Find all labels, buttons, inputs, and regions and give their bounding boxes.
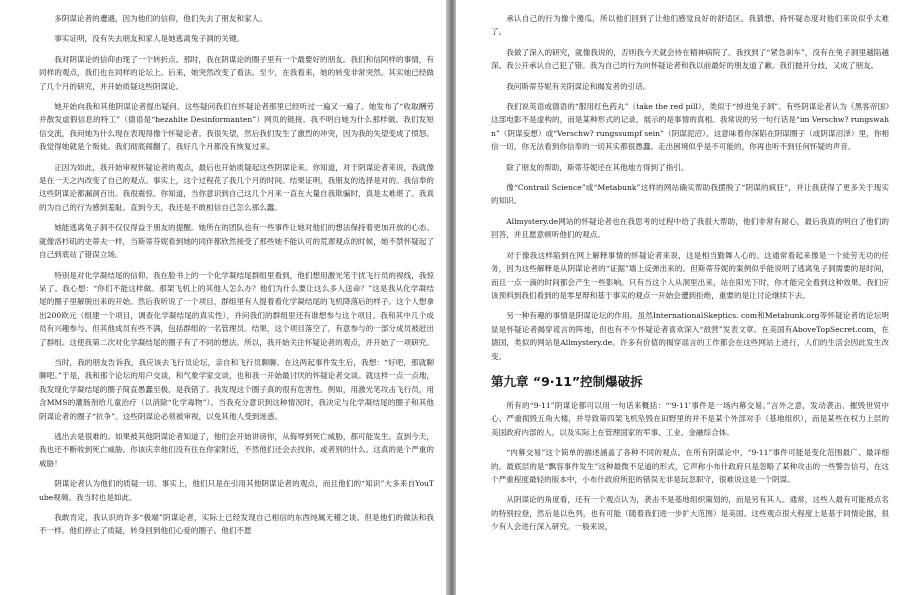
- paragraph: 正因为如此，我开始审视怀疑论者的观点，最后也开始质疑起这些阴谋论来。你知道，对于阴谋论者来说，我就像是在一天之内改变了自己的观点。事实上，这个过程花了我几个月的时间。结果证明，我朋友的选择是对的。我信奉的这些阴谋论都漏洞百出。我很震惊。你知道，当你意识到自己这几个月来一直在大量自我欺骗时，真是太难堪了。我真的为自己的行为感到羞耻。直到今天，我还是不敢相信自己怎么那么蠢。: [39, 162, 434, 212]
- paragraph: 承认自己的行为像个傻瓜，所以他们回到了让他们感觉良好的舒适区。我猜想，持怀疑态度对他们来说似乎太难了。: [491, 14, 889, 37]
- paragraph: “内幕交易”这个简单的描述涵盖了各种不同的观点。在所有阴谋论中，“9·11”事件可能是变化范围最广、最详细的。最底层的是“飘容事件发生”这种最微不足道的形式，它声称小布什政府只是忽略了某种攻击的一些警告信号，在这个严重程度最轻的版本中，小布什政府所犯的错误无非是玩忽职守，很难说这是一个阴谋。: [491, 448, 889, 484]
- paragraph: 她能逃离兔子洞不仅仅得益于朋友的提醒。她所在的团队也有一些事件让她对他们的想法保持着更加开放的心态。就像洛杉矶的史蒂夫一样，当斯蒂芬妮看到她的同伴都欣然接受了那些她不能认可的荒谬观点的时候，她不禁怀疑起了自己到底站了错误立场。: [39, 223, 434, 260]
- book-gutter: [446, 0, 456, 595]
- paragraph: 除了朋友的帮助，斯蒂芬妮还在其他地方得到了指引。: [506, 162, 689, 172]
- paragraph: 我做了深入的研究，就像我说的，否则我今天就会待在精神病院了。我找到了“紧急刹车”，没有在兔子洞里越陷越深。我公开承认自己犯了错。我为自己的行为向怀疑论者和我以前最好的朋友道了歉。我们抛开分歧，又成了朋友。: [491, 47, 889, 71]
- paragraph: 我问斯蒂芬妮有关阴谋论和揭发者的引话。: [506, 81, 651, 91]
- paragraph: 她开始向我和其他阴谋论者提出疑问。这些疑问我们在怀疑论者那里已经听过一遍又一遍了。她发布了“收取酬劳并散发虚假信息的特工”（德语是“bezahlte Desinformanten”）网页的链接。我不明白她为什么那样做。我们发短信交流，我问她为什么现在表现得像个怀疑论者。我很失望，然后我们发生了激烈的冲突，因为我的失望变成了愤怒。我觉得她就是个叛徒。我们彻底闹翻了，我好几个月都没有恢复过来。: [39, 102, 434, 152]
- paragraph: 事实证明，没有失去朋友和家人是她逃离兔子洞的关键。: [54, 34, 245, 44]
- right-page: [456, 0, 899, 595]
- paragraph: 我对阴谋论的信仰由现了一个转折点。那时，我在阴谋论的圈子里有一个最要好的朋友。我们和信阿样的事情，有同样的观点，我们也在同样的论坛上。后来，她突然改变了看法。至少，在我看来，她的转变非常突然。其实她已经做了几个月的研究，并开始质疑这些阴谋论。: [39, 54, 434, 91]
- paragraph: 像“Contrail Science”或“Metabunk”这样的网站确实帮助我摆脱了“阴谋的疯狂”，并让我获得了更多关于现实的知识。: [491, 183, 889, 206]
- paragraph: 对于像我这样陷到在网上解释事情的怀疑论者来说，这是相当勤舞人心的。这通常看起来像是一个徒劳无功的任务，因为这些解释是从阴谋论者的“证据”墙上反弹出来的。但斯蒂芬妮的案例似乎能说明了逃离兔子洞需要的是时间，而且一点一滴的时间都会产生一些影响。只有当这个人从洞里出来，站在阳光下时，你才能完全看到这种效果。我们应该预料到我们看到的是零星辩和基于事实的观点一开始会遭到拒绝，重要的是让讨论继续下去。: [491, 250, 889, 300]
- paragraph: 从阴谋论的角度看，还有一个观点认为，袭击不是基地组织策划的，而是另有其人。通常，这些人最有可能被点名的特别拉登，然后是以色列，也有可能（随着我们进一步扩大范围）是美国。这些观点很大程度上是基于同情论据，很少有人会进行深入研究。一般来说，: [491, 495, 889, 532]
- paragraph: 当时，我的朋友告诉我，我应该去飞行员论坛，亲自和飞行员聊聊。在这两起事件发生后，我想：“好吧，那就聊聊吧。”于是，我和那个论坛的用户交谈，和气象学家交谈，也和我一开始最讨厌的怀疑论者交谈。就这样一点一点地，我发现化学凝结尾的圈子简直愚蠢至极，是我错了。我发现这个圈子真的很有危害性。例如，用激光笔攻击飞行员，用含MMS的灌肠剂给儿童治疗（以消除“化学毒物”）。当我充分意识到这种情况时，我决定与化学凝结尾的圈子和其他阴谋论者的圈子“抗争”。这些阴谋论必须被审视，以免其他人受到迷惑。: [39, 357, 434, 421]
- paragraph: 阴谋论者认为他们的质疑一切。事实上，他们只是在引用其他阴谋论者的观点，而且他们的“知识”大多来自YouTube视频。我当时也是如此。: [39, 479, 434, 502]
- paragraph: 特别是对化学凝结尾的信仰。我在脸书上的一个化学凝结尾群组里看到，他们想用激光笔干扰飞行员的视线，我惊呆了。我心想：“你们不能这样做。那架飞机上的其他人怎么办？他们为什么要让这么多人送命？”这是我从化学凝结尾的圈子里解脱出来的开始。然后我听说了一个项目，群组里有人提着看化学凝结尾的飞机降落后的样子。这个人想拿出200欧元（组建一个项目，调查化学凝结尾的真实性），并问我们的群组里还有谁想参与这个项目。我和其中几个成员有兴趣参与。但其他成员有些不满，包括群组的一名管理员。结果，这个项目落空了，有意参与的一部分成员被赶出了群组。这使我第二次对化学凝结尾的圈子有了不同的想法。所以，我开始关注怀疑论者的观点，并开始了一项研究。: [39, 270, 434, 347]
- paragraph: 另一种有趣的事情是阴谋论坛的作用。虽然InternationalSkeptics. com和Metabunk.org等怀疑论者的论坛明显是怀疑论者揭穿谎言的阵地，但也有不少怀疑论者喜欢深入“敌营”发表文章。在美国有AboveTopSecret.com，在德国，类似的网站是Allmystery.de。许多有价值的揭穿谣言的工作都会在这些网站上进行，人们的生活会因此发生改变。: [491, 311, 889, 361]
- chapter-title: 第九章 “9·11”控制爆破拆: [491, 373, 643, 389]
- paragraph: 所有的“9·11”阴谋论都可以用一句话来概括：“‘9·11’事件是一场内幕交易。”言外之意，发动袭击、摧毁世贸中心、严重损毁五角大楼，并导致第四架飞机坠毁在田野里的并不是某个外部对手（基地组织），而是某些在权力上层的美国政府内部的人，以及实际上在管理国家的军事、工业、金融综合体。: [491, 400, 889, 437]
- paragraph: 逃出去是很难的。如果被其他阴谋论者知道了，他们会开始讲谤你，从侮辱到死亡威胁，都可能发生。直到今天，我也还不断收到死亡威胁。你该庆幸他们没有住在你家附近，不然他们还会去找你，或者别的什么。这真的是个严重的威胁！: [39, 431, 434, 468]
- paragraph: Allmystery.de网站的怀疑论者也在我思考的过程中给了我很大帮助，他们非常有耐心，最后我真的明白了他们的回答，并且愿意顿听他们的观点。: [491, 216, 889, 240]
- left-page: [0, 0, 446, 595]
- paragraph: 我敢肯定，我认识的许多“极端”阴谋论者，实际上已经发现自己相信的东西纯属无稽之谈。但是他们的做法和我不一样。他们停止了质疑，转身回到他们心爱的圈子。他们不愿: [39, 513, 434, 536]
- paragraph: 多阴谋论者的遭遇，因为他们的信仰，他们失去了朋友和家人。: [54, 14, 267, 23]
- paragraph: 我们说英语或德语的“服用红色药丸”（take the red pill），类似于“掉进兔子洞”。有些阴谋论者认为《黑客帝国》这部电影不是虚构的，而是某种形式的记录，展示的是事情的真相。我常说的另一句行话是“im Verschw? rungswahn”（阴谋妄想）或“Verschw? rungssumpf sein”（阴谋泥沼）。这意味着你深陷在阴谋圈子（或阴谋沼泽）里，你相信一切，你无法看到你信奉的一切其实都很愚蠢。走出困境似乎是不可能的，你再也听不到任何怀疑的声音。: [491, 102, 889, 152]
